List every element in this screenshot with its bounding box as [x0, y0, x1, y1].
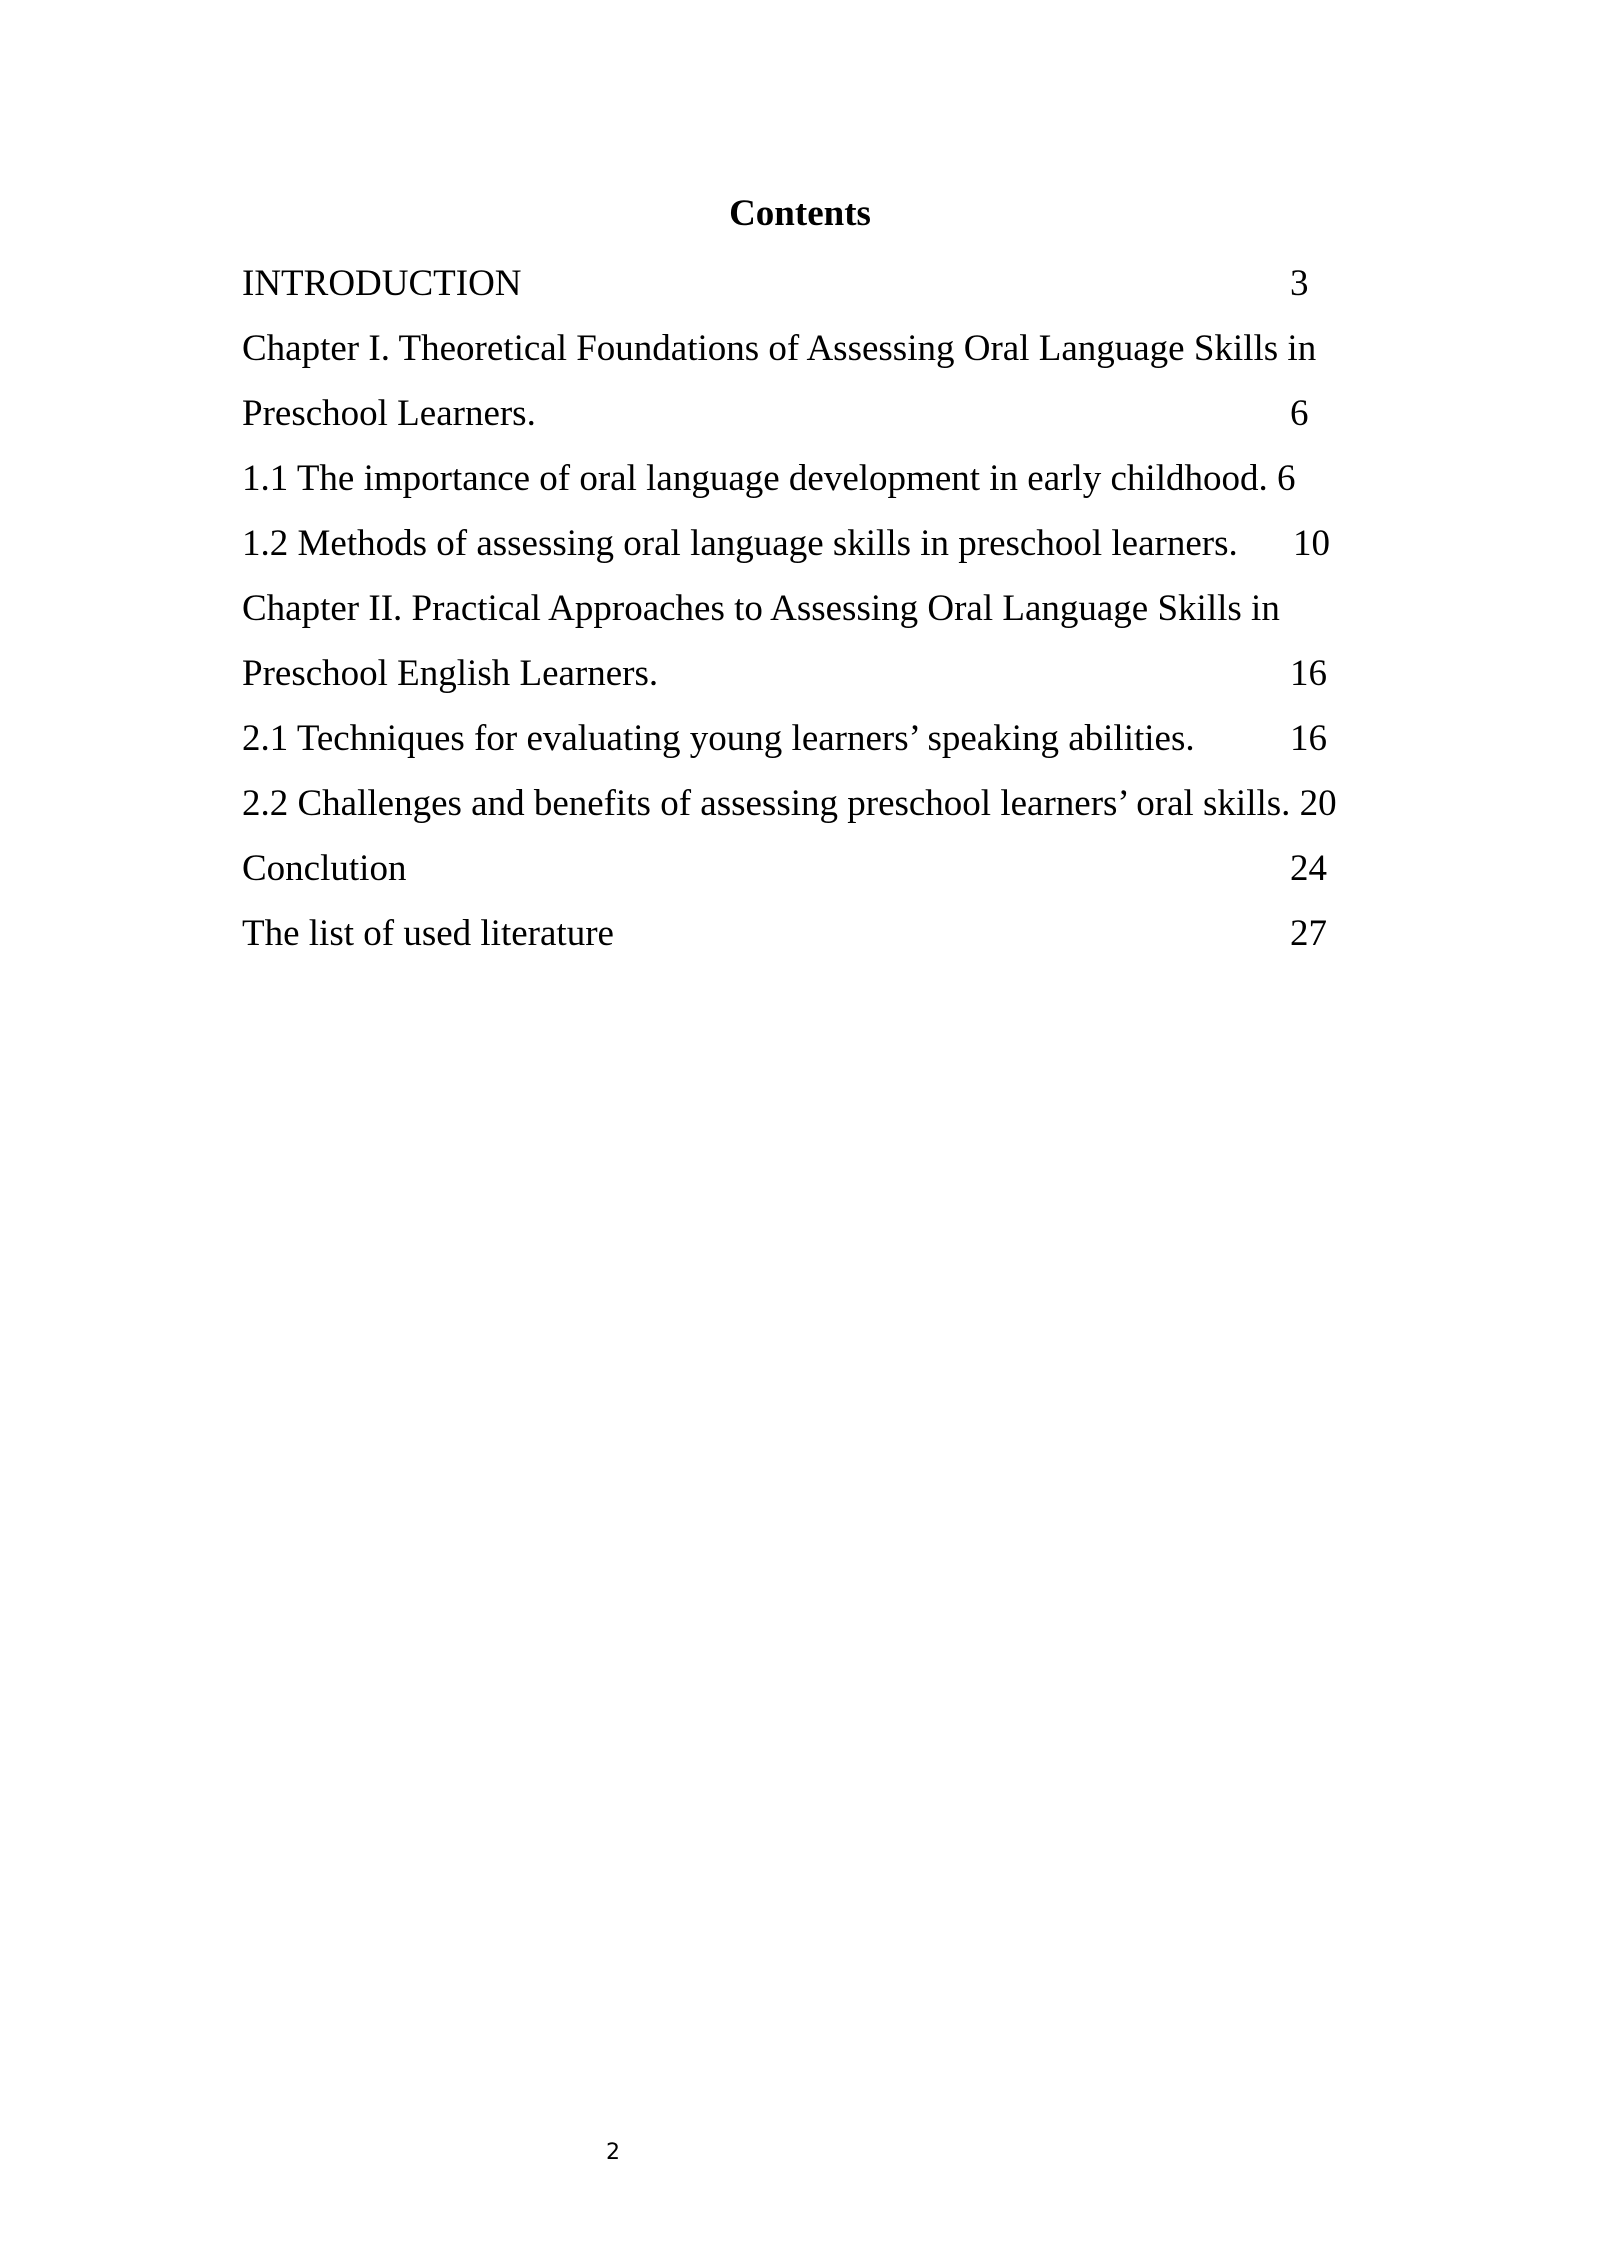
contents-heading: Contents — [729, 193, 871, 234]
toc-page-section-2-2: 20 — [1299, 783, 1337, 824]
toc-page-conclusion: 24 — [1290, 848, 1327, 889]
toc-entry-section-2-1: 2.1 Techniques for evaluating young learners’ speaking abilities. — [242, 718, 1195, 759]
toc-page-section-1-1: 6 — [1277, 458, 1296, 499]
toc-entry-introduction: INTRODUCTION — [242, 263, 522, 304]
toc-entry-section-2-2 — [242, 782, 1337, 826]
toc-page-chapter-2: 16 — [1290, 653, 1327, 694]
toc-entry-chapter-2-line-1: Chapter II. Practical Approaches to Assessing Oral Language Skills in — [242, 588, 1280, 629]
toc-entry-chapter-1-line-1: Chapter I. Theoretical Foundations of Assessing Oral Language Skills in — [242, 328, 1317, 369]
page-number: 2 — [606, 2140, 620, 2165]
toc-entry-literature: The list of used literature — [242, 913, 614, 954]
toc-page-literature: 27 — [1290, 913, 1327, 954]
toc-page-section-2-1: 16 — [1290, 718, 1327, 759]
toc-entry-chapter-2-line-2: Preschool English Learners. — [242, 653, 659, 694]
toc-entry-section-1-2: 1.2 Methods of assessing oral language skills in preschool learners. — [242, 523, 1238, 564]
toc-page-introduction: 3 — [1290, 263, 1309, 304]
toc-entry-section-1-1-text: 1.1 The importance of oral language development in early childhood. — [242, 458, 1268, 499]
toc-entry-chapter-1-line-2: Preschool Learners. — [242, 393, 536, 434]
toc-entry-conclusion: Conclution — [242, 848, 407, 889]
toc-page-section-1-2: 10 — [1293, 523, 1330, 564]
toc-entry-section-2-2-text: 2.2 Challenges and benefits of assessing preschool learners’ oral skills. — [242, 783, 1291, 824]
toc-entry-section-1-1 — [242, 457, 1296, 501]
toc-page-chapter-1: 6 — [1290, 393, 1309, 434]
